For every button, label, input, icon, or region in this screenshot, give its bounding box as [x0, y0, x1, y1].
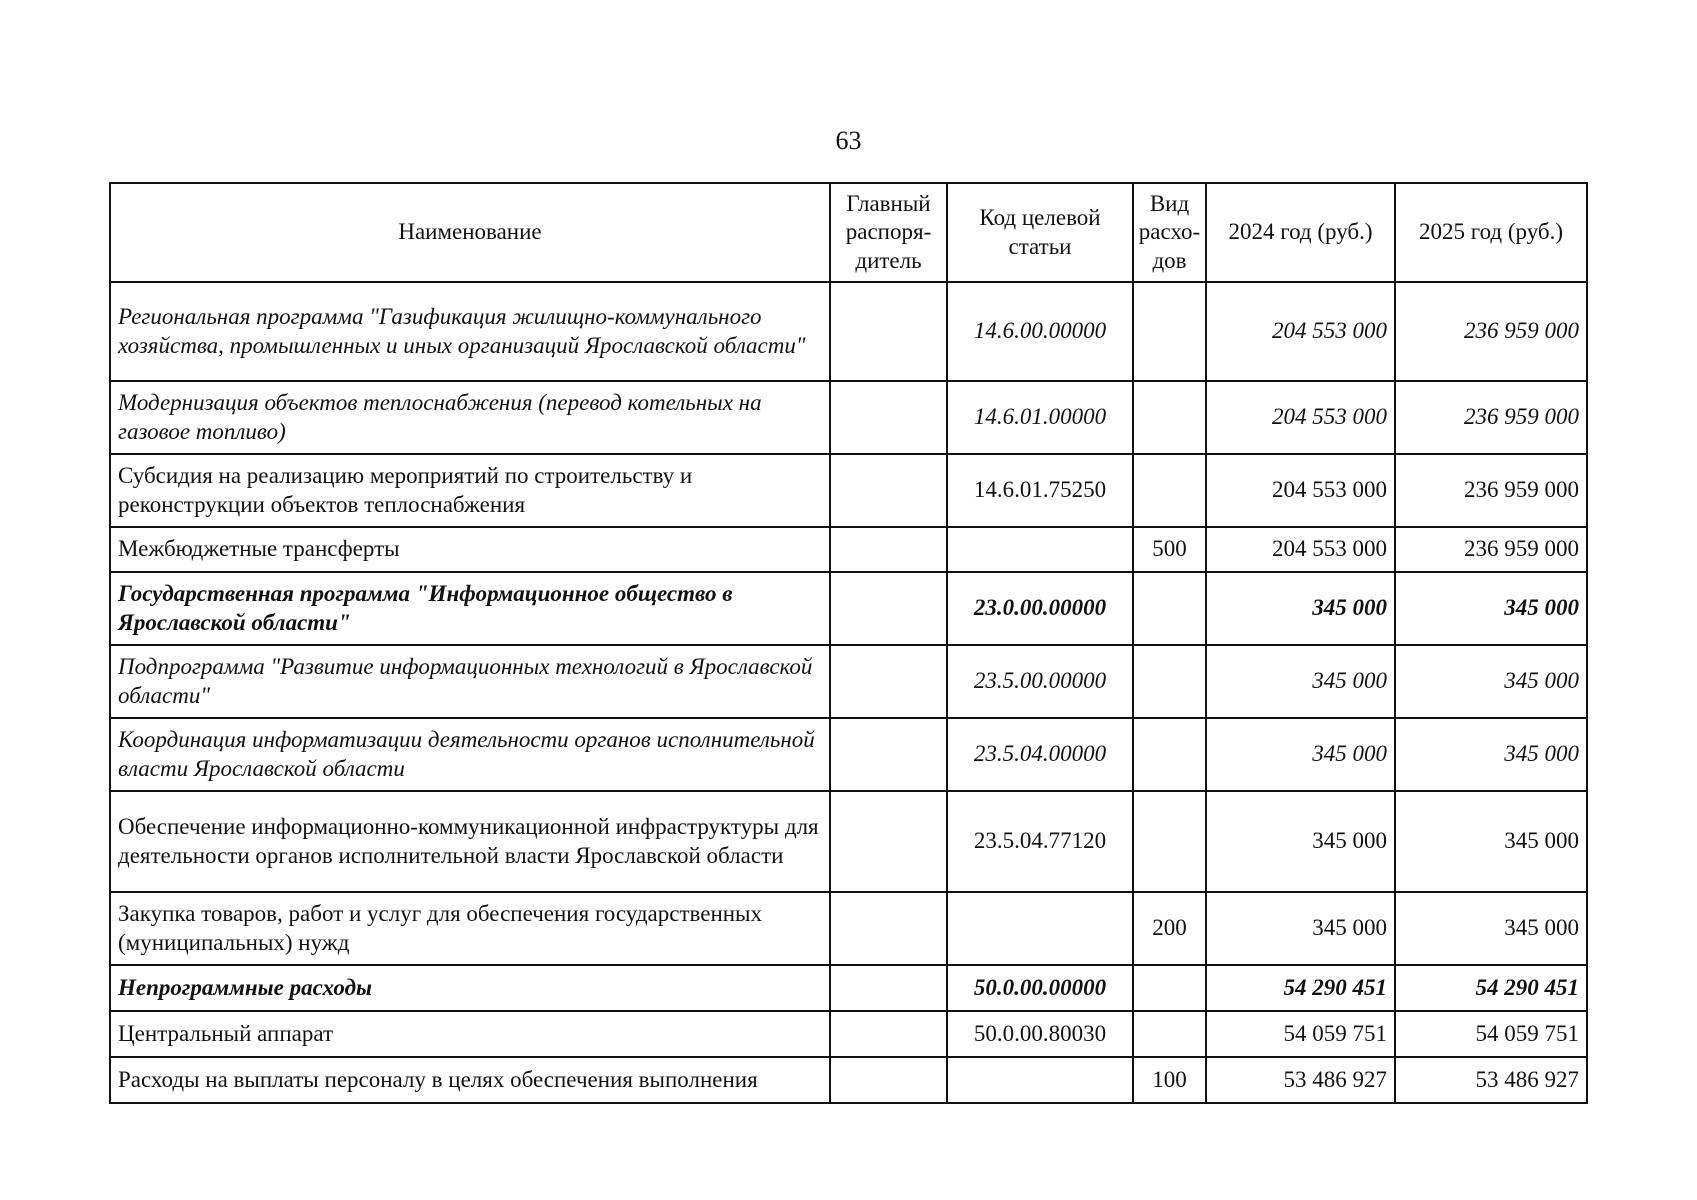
cell-kind [1133, 645, 1206, 718]
cell-kind [1133, 965, 1206, 1011]
cell-name: Расходы на выплаты персоналу в целях обеспечения выполнения [110, 1057, 830, 1103]
cell-admin [830, 1011, 947, 1057]
cell-2024: 54 290 451 [1206, 965, 1395, 1011]
cell-code: 50.0.00.80030 [947, 1011, 1133, 1057]
cell-2024: 345 000 [1206, 892, 1395, 965]
cell-admin [830, 572, 947, 645]
cell-code: 14.6.00.00000 [947, 282, 1133, 381]
table-row [110, 791, 1587, 892]
cell-name: Субсидия на реализацию мероприятий по строительству и реконструкции объектов теплоснабжения [110, 454, 830, 527]
cell-2025: 345 000 [1395, 645, 1587, 718]
cell-2024: 204 553 000 [1206, 527, 1395, 572]
cell-2025: 345 000 [1395, 791, 1587, 892]
cell-2024: 345 000 [1206, 791, 1395, 892]
cell-name: Координация информатизации деятельности органов исполнительной власти Ярославской области [110, 718, 830, 791]
cell-kind: 500 [1133, 527, 1206, 572]
table-row [110, 282, 1587, 381]
cell-code: 23.0.00.00000 [947, 572, 1133, 645]
cell-2025: 54 059 751 [1395, 1011, 1587, 1057]
cell-2025: 236 959 000 [1395, 527, 1587, 572]
cell-name: Обеспечение информационно-коммуникационной инфраструктуры для деятельности органов исполнительной власти Ярославской области [110, 791, 830, 892]
cell-kind: 100 [1133, 1057, 1206, 1103]
cell-kind [1133, 454, 1206, 527]
cell-name: Непрограммные расходы [110, 965, 830, 1011]
cell-2024: 345 000 [1206, 572, 1395, 645]
header-admin: Главный распоря-дитель [830, 183, 947, 282]
cell-2025: 236 959 000 [1395, 282, 1587, 381]
cell-kind [1133, 282, 1206, 381]
cell-2024: 54 059 751 [1206, 1011, 1395, 1057]
cell-code: 14.6.01.00000 [947, 381, 1133, 454]
cell-name: Подпрограмма "Развитие информационных технологий в Ярославской области" [110, 645, 830, 718]
table-row [110, 572, 1587, 645]
cell-admin [830, 527, 947, 572]
cell-code: 50.0.00.00000 [947, 965, 1133, 1011]
cell-2025: 54 290 451 [1395, 965, 1587, 1011]
table-row [110, 381, 1587, 454]
header-2025: 2025 год (руб.) [1395, 183, 1587, 282]
header-kind: Вид расхо-дов [1133, 183, 1206, 282]
cell-2025: 345 000 [1395, 892, 1587, 965]
cell-kind [1133, 572, 1206, 645]
header-code: Код целевой статьи [947, 183, 1133, 282]
cell-code [947, 527, 1133, 572]
table-header-row [110, 183, 1587, 282]
cell-name: Государственная программа "Информационное общество в Ярославской области" [110, 572, 830, 645]
cell-kind [1133, 791, 1206, 892]
table-row [110, 1057, 1587, 1103]
cell-2024: 204 553 000 [1206, 282, 1395, 381]
cell-admin [830, 965, 947, 1011]
cell-code: 23.5.04.00000 [947, 718, 1133, 791]
cell-2025: 236 959 000 [1395, 381, 1587, 454]
cell-admin [830, 454, 947, 527]
cell-kind [1133, 1011, 1206, 1057]
cell-admin [830, 718, 947, 791]
cell-code: 14.6.01.75250 [947, 454, 1133, 527]
cell-admin [830, 282, 947, 381]
cell-name: Центральный аппарат [110, 1011, 830, 1057]
header-name: Наименование [110, 183, 830, 282]
cell-admin [830, 892, 947, 965]
cell-code [947, 1057, 1133, 1103]
cell-2025: 236 959 000 [1395, 454, 1587, 527]
cell-2025: 53 486 927 [1395, 1057, 1587, 1103]
cell-2024: 53 486 927 [1206, 1057, 1395, 1103]
table-row [110, 527, 1587, 572]
table-row [110, 965, 1587, 1011]
page-number: 63 [835, 126, 862, 155]
cell-2024: 345 000 [1206, 645, 1395, 718]
table-row [110, 892, 1587, 965]
cell-2025: 345 000 [1395, 718, 1587, 791]
cell-name: Модернизация объектов теплоснабжения (перевод котельных на газовое топливо) [110, 381, 830, 454]
cell-kind [1133, 381, 1206, 454]
table-row [110, 645, 1587, 718]
table-row [110, 718, 1587, 791]
cell-2024: 204 553 000 [1206, 454, 1395, 527]
cell-admin [830, 791, 947, 892]
cell-2025: 345 000 [1395, 572, 1587, 645]
header-2024: 2024 год (руб.) [1206, 183, 1395, 282]
cell-code: 23.5.00.00000 [947, 645, 1133, 718]
cell-name: Межбюджетные трансферты [110, 527, 830, 572]
budget-table [109, 182, 1588, 1104]
cell-admin [830, 1057, 947, 1103]
table-row [110, 1011, 1587, 1057]
cell-name: Закупка товаров, работ и услуг для обеспечения государственных (муниципальных) нужд [110, 892, 830, 965]
table-row [110, 454, 1587, 527]
cell-2024: 204 553 000 [1206, 381, 1395, 454]
cell-admin [830, 645, 947, 718]
cell-code: 23.5.04.77120 [947, 791, 1133, 892]
cell-kind [1133, 718, 1206, 791]
cell-admin [830, 381, 947, 454]
cell-name: Региональная программа "Газификация жилищно-коммунального хозяйства, промышленных и иных организаций Ярославской области" [110, 282, 830, 381]
cell-2024: 345 000 [1206, 718, 1395, 791]
cell-kind: 200 [1133, 892, 1206, 965]
cell-code [947, 892, 1133, 965]
